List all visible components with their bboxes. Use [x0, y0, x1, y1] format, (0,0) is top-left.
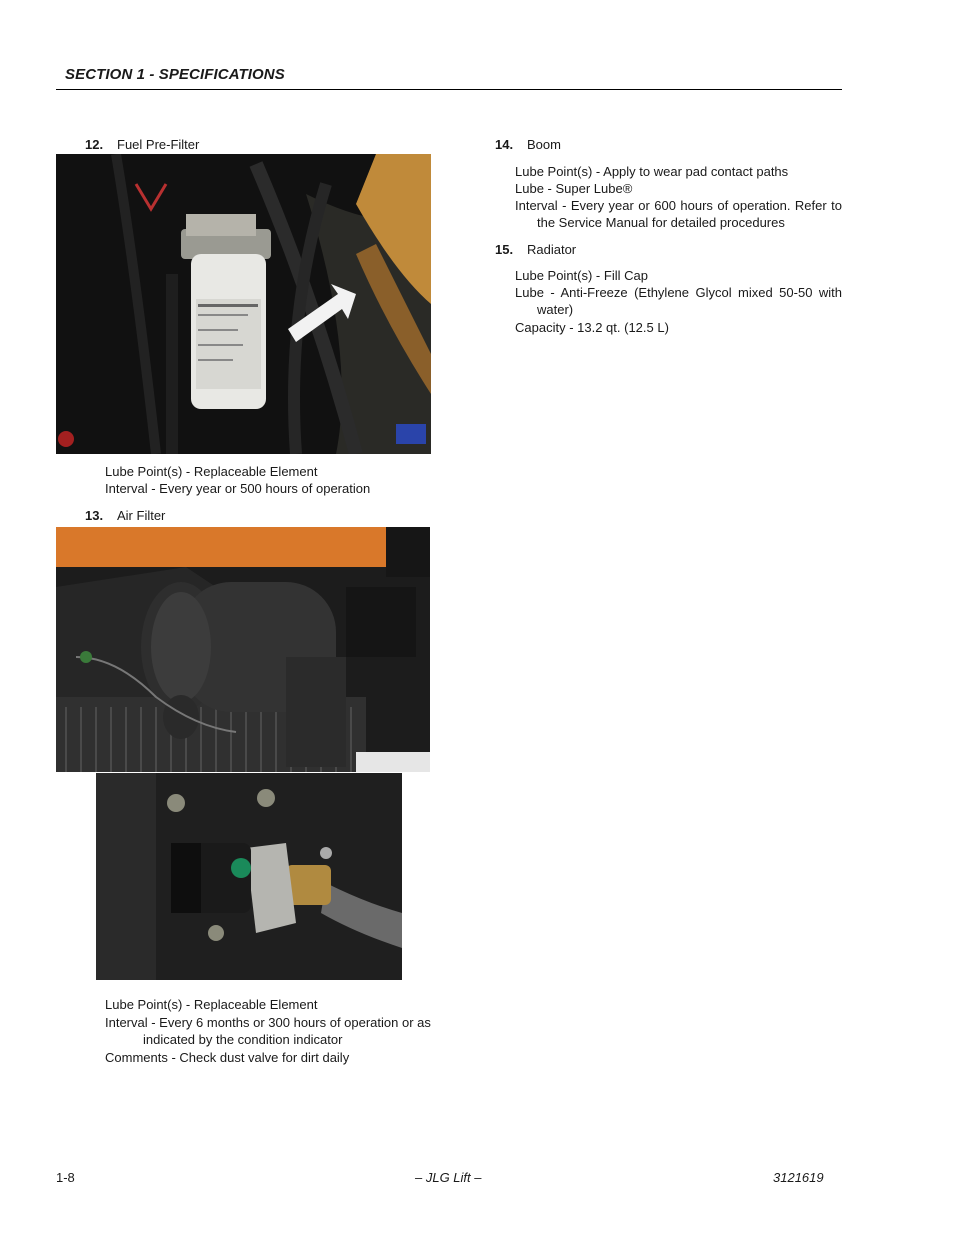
- item-14-title: Boom: [527, 137, 561, 152]
- item-12-title: Fuel Pre-Filter: [117, 137, 200, 152]
- item-13-line-2: Interval - Every 6 months or 300 hours of operation or as: [105, 1015, 431, 1030]
- item-14-line-3: Interval - Every year or 600 hours of operation. Refer to: [515, 198, 842, 213]
- item-13-title: Air Filter: [117, 508, 166, 523]
- page-number: 1-8: [56, 1170, 75, 1185]
- item-13-line-4: Comments - Check dust valve for dirt daily: [105, 1050, 350, 1065]
- item-12-number: 12.: [85, 137, 104, 152]
- air-filter-dust-valve-photo: [96, 773, 402, 980]
- item-14-line-2: Lube - Super Lube®: [515, 181, 633, 196]
- air-filter-photo: [56, 527, 430, 772]
- item-13-line-1: Lube Point(s) - Replaceable Element: [105, 997, 318, 1012]
- item-15-heading: [495, 242, 576, 257]
- item-15-number: 15.: [495, 242, 514, 257]
- item-13-number: 13.: [85, 508, 104, 523]
- item-15-line-2: Lube - Anti-Freeze (Ethylene Glycol mixed 50-50 with: [515, 285, 842, 300]
- item-15-line-3: water): [537, 302, 574, 317]
- item-14-number: 14.: [495, 137, 514, 152]
- footer-title: – JLG Lift –: [415, 1170, 482, 1185]
- section-title: SECTION 1 - SPECIFICATIONS: [65, 66, 285, 83]
- item-12-heading: [85, 137, 199, 152]
- fuel-pre-filter-photo: [56, 154, 431, 454]
- header-rule: [56, 89, 842, 90]
- item-14-line-4: the Service Manual for detailed procedures: [537, 215, 785, 230]
- document-number: 3121619: [773, 1170, 824, 1185]
- item-14-heading: [495, 137, 561, 152]
- item-14-line-1: Lube Point(s) - Apply to wear pad contact paths: [515, 164, 789, 179]
- item-13-heading: [85, 508, 165, 523]
- item-12-line-2: Interval - Every year or 500 hours of operation: [105, 481, 371, 496]
- item-15-line-1: Lube Point(s) - Fill Cap: [515, 268, 648, 283]
- item-15-line-4: Capacity - 13.2 qt. (12.5 L): [515, 320, 669, 335]
- item-15-title: Radiator: [527, 242, 577, 257]
- item-12-line-1: Lube Point(s) - Replaceable Element: [105, 464, 318, 479]
- item-13-line-3: indicated by the condition indicator: [143, 1032, 343, 1047]
